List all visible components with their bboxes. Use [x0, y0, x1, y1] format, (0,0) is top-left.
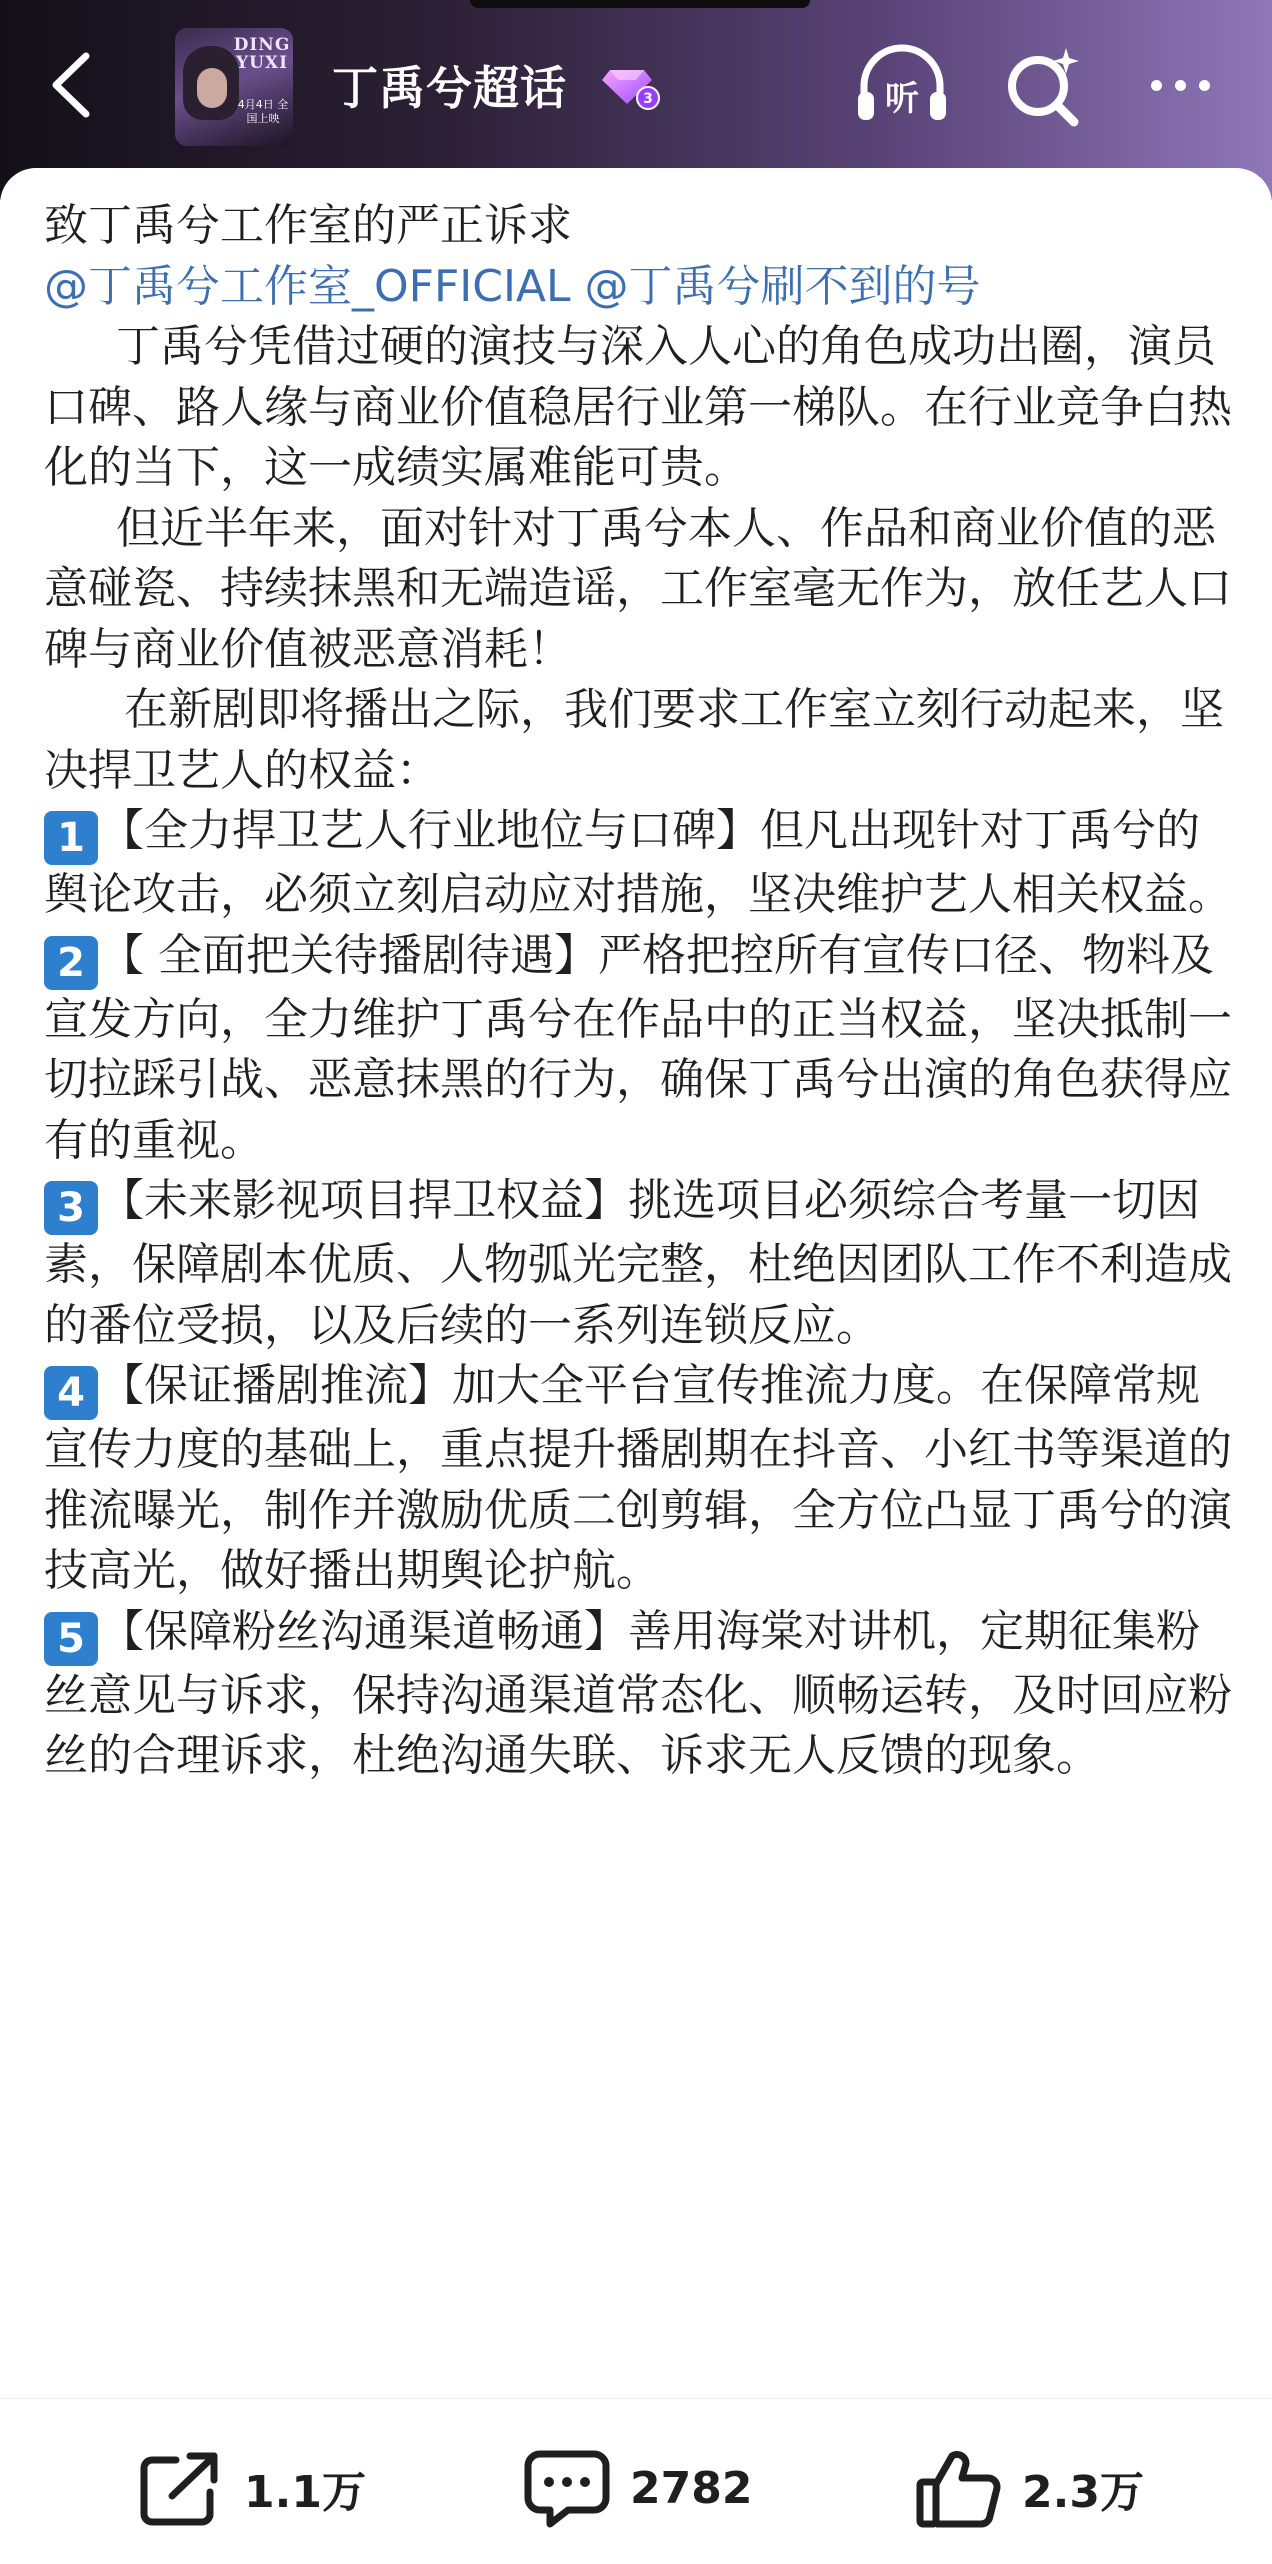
more-dot [1199, 80, 1210, 91]
demand-text: 【全力捍卫艺人行业地位与口碑】但凡出现针对丁禹兮的舆论攻击，必须立刻启动应对措施，坚决维护艺人相关权益。 [44, 805, 1232, 920]
mention-line [44, 257, 1234, 318]
listen-label: 听 [885, 79, 919, 119]
svg-text:3: 3 [643, 91, 653, 107]
mention-link[interactable]: @丁禹兮工作室_OFFICIAL [44, 260, 571, 312]
more-dot [1175, 80, 1186, 91]
demand-text: 【 全面把关待播剧待遇】严格把控所有宣传口径、物料及宣发方向，全力维护丁禹兮在作品中的正当权益，坚决抵制一切拉踩引战、恶意抹黑的行为，确保丁禹兮出演的角色获得应有的重视。 [44, 929, 1232, 1166]
post-paragraph: 但近半年来，面对针对丁禹兮本人、作品和商业价值的恶意碰瓷、持续抹黑和无端造谣，工作室毫无作为，放任艺人口碑与商业价值被恶意消耗！ [44, 502, 1232, 675]
number-badge: 5 [44, 1612, 98, 1666]
demand-item [44, 1602, 1234, 1787]
number-badge: 4 [44, 1366, 98, 1420]
number-badge: 3 [44, 1181, 98, 1235]
search-sparkle-icon [1000, 40, 1090, 130]
post-content [44, 196, 1234, 1787]
back-button[interactable] [40, 40, 100, 130]
mention-link[interactable]: @丁禹兮刷不到的号 [584, 260, 981, 312]
search-button[interactable] [1000, 40, 1090, 130]
chevron-left-icon [48, 50, 92, 120]
demand-item [44, 801, 1234, 926]
avatar-poster-title: DING YUXI [233, 35, 291, 73]
demand-text: 【保障粉丝沟通渠道畅通】善用海棠对讲机，定期征集粉丝意见与诉求，保持沟通渠道常态化、顺畅运转，及时回应粉丝的合理诉求，杜绝沟通失联、诉求无人反馈的现象。 [44, 1605, 1232, 1781]
demand-text: 【未来影视项目捍卫权益】挑选项目必须综合考量一切因素，保障剧本优质、人物弧光完整，杜绝因团队工作不利造成的番位受损，以及后续的一系列连锁反应。 [44, 1175, 1232, 1351]
demand-item [44, 1356, 1234, 1602]
demand-item [44, 926, 1234, 1172]
like-button[interactable] [914, 2443, 1144, 2533]
tier-gem-icon[interactable] [600, 64, 660, 110]
post-paragraph: 在新剧即将播出之际，我们要求工作室立刻行动起来，坚决捍卫艺人的权益： [44, 684, 1224, 796]
thumbs-up-icon [914, 2446, 1004, 2530]
share-button[interactable] [136, 2443, 366, 2533]
more-dot [1151, 80, 1162, 91]
action-bar [0, 2398, 1272, 2564]
share-count: 1.1万 [244, 2467, 366, 2518]
headphones-listen-icon [852, 40, 952, 130]
comment-icon [522, 2446, 612, 2530]
number-badge: 1 [44, 811, 98, 865]
number-badge: 2 [44, 936, 98, 990]
demand-text: 【保证播剧推流】加大全平台宣传推流力度。在保障常规宣传力度的基础上，重点提升播剧期在抖音、小红书等渠道的推流曝光，制作并激励优质二创剪辑，全方位凸显丁禹兮的演技高光，做好播出期舆论护航。 [44, 1360, 1232, 1596]
comment-button[interactable] [522, 2443, 752, 2533]
share-icon [136, 2448, 226, 2528]
status-notch [470, 0, 810, 8]
listen-button[interactable] [852, 40, 952, 130]
more-dots-icon[interactable] [1130, 40, 1230, 130]
topic-avatar[interactable] [175, 28, 293, 146]
like-count: 2.3万 [1022, 2467, 1144, 2518]
avatar-portrait [183, 46, 239, 120]
demand-item [44, 1171, 1234, 1356]
avatar-poster-date: 4月4日 全国上映 [237, 98, 289, 125]
topic-title[interactable]: 丁禹兮超话 [332, 61, 567, 115]
post-title: 致丁禹兮工作室的严正诉求 [44, 200, 572, 251]
comment-count: 2782 [630, 2462, 753, 2514]
post-paragraph: 丁禹兮凭借过硬的演技与深入人心的角色成功出圈，演员口碑、路人缘与商业价值稳居行业第一梯队。在行业竞争白热化的当下，这一成绩实属难能可贵。 [44, 321, 1232, 493]
